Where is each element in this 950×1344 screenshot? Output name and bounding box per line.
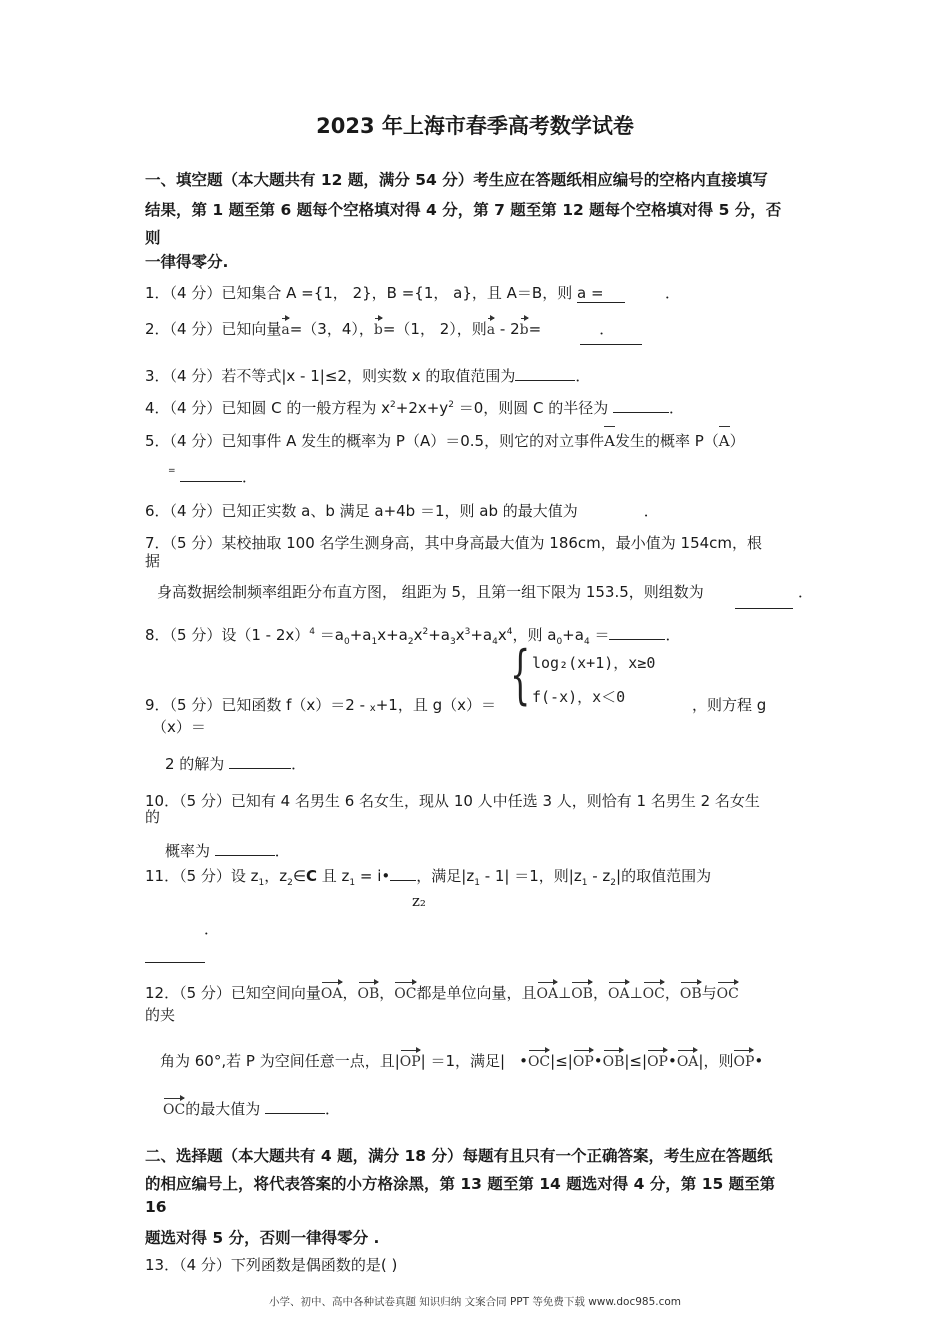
complement-event-symbol: A xyxy=(718,432,730,450)
answer-blank[interactable] xyxy=(180,467,242,482)
answer-blank[interactable] xyxy=(580,344,642,345)
answer-blank[interactable] xyxy=(265,1101,325,1114)
question-7-line2: 据 xyxy=(145,552,161,570)
vector-a: a xyxy=(487,316,495,338)
vector-op: OP xyxy=(647,1048,668,1070)
vector-ob: OB xyxy=(358,980,380,1002)
vector-a: a xyxy=(281,316,289,338)
answer-blank[interactable] xyxy=(229,756,291,769)
answer-blank[interactable]: a = xyxy=(577,284,625,303)
question-13: 13．（4 分）下列函数是偶函数的是( ) xyxy=(145,1256,398,1274)
section1-line1: 一、填空题（本大题共有 12 题，满分 54 分）考生应在答题纸相应编号的空格内直接填写 xyxy=(145,171,768,189)
vector-oa: OA xyxy=(537,980,559,1002)
question-7-line1: 7．（5 分）某校抽取 100 名学生测身高，其中身高最大值为 186cm，最小值为 154cm，根 xyxy=(145,534,763,552)
piece-row-2: f(-x)，x＜0 xyxy=(532,688,626,706)
vector-ob: OB xyxy=(680,980,702,1002)
section1-line4: 一律得零分. xyxy=(145,253,229,271)
piece-row-1: log₂(x+1)，x≥0 xyxy=(532,654,656,672)
answer-blank[interactable] xyxy=(735,608,793,609)
brace-symbol: { xyxy=(510,638,531,712)
vector-op: OP xyxy=(400,1048,421,1070)
answer-blank[interactable] xyxy=(515,362,575,381)
vector-oc: OC xyxy=(394,980,416,1002)
question-9-line2: （x）＝ xyxy=(152,718,206,736)
answer-blank[interactable] xyxy=(613,400,669,413)
question-6: 6．（4 分）已知正实数 a、b 满足 a+4b ＝1，则 ab 的最大值为 ． xyxy=(145,502,659,520)
section2-line4: 题选对得 5 分，否则一律得零分 . xyxy=(145,1229,380,1247)
vector-op: OP xyxy=(573,1048,594,1070)
vector-ob: OB xyxy=(603,1048,625,1070)
vector-b: b xyxy=(520,316,529,338)
question-11: 11．（5 分）设 $z_1$，$z_2\in C$ 且 $z_1$ = i• ，满足$|z_1 - 1| =1$，则$|z_1 - z_2|$的取值范围为 xyxy=(145,867,712,888)
question-9-line3: 2 的解为 ． xyxy=(165,755,307,773)
page-footer: 小学、初中、高中各种试卷真题 知识归纳 文案合同 PPT 等免费下载 www.doc985.com xyxy=(268,1296,682,1308)
question-12-line2: 的夹 xyxy=(145,1006,176,1024)
answer-blank[interactable] xyxy=(215,843,275,856)
vector-oa: OA xyxy=(608,980,630,1002)
question-12-line3: 角为 60°,若 P 为空间任意一点，且|OP| ＝1，满足| •OC|≤|OP•OB|≤|OP•OA|，则OP• xyxy=(160,1048,763,1071)
piecewise-function xyxy=(510,638,690,717)
question-12-line4: OC的最大值为 ． xyxy=(163,1096,340,1119)
question-4: 4．（4 分）已知圆 C 的一般方程为 $x^2+2x+y^2 =0$，则圆 C 的半径为 ． xyxy=(145,399,685,417)
question-5: 5．（4 分）已知事件 A 发生的概率为 P（A）＝0.5，则它的对立事件A发生的概率 P（A） xyxy=(145,432,745,450)
vector-ob: OB xyxy=(571,980,593,1002)
vector-oc: OC xyxy=(643,980,665,1002)
vector-oc: OC xyxy=(528,1048,550,1070)
question-10-line2: 的 xyxy=(145,808,161,826)
vector-b: b xyxy=(374,316,383,338)
section2-line2: 的相应编号上，将代表答案的小方格涂黑，第 13 题至第 14 题选对得 4 分，第 15 题至第 xyxy=(145,1175,776,1193)
page-title: 2023 年上海市春季高考数学试卷 xyxy=(316,114,634,138)
vector-oa: OA xyxy=(677,1048,699,1070)
question-10-line3: 概率为 ． xyxy=(165,842,290,860)
section2-line1: 二、选择题（本大题共有 4 题，满分 18 分）每题有且只有一个正确答案，考生应在答题纸 xyxy=(145,1147,773,1165)
question-3: 3．（4 分）若不等式|x - 1|≤2，则实数 x 的取值范围为 ． xyxy=(145,362,590,386)
question-1: 1．（4 分）已知集合 A ={1， 2}，B ={1， a}，且 A＝B，则 a = ． xyxy=(145,284,680,302)
vector-op: OP xyxy=(733,1048,754,1070)
question-7-line3: 身高数据绘制频率组距分布直方图， 组距为 5，且第一组下限为 153.5，则组数为 xyxy=(157,583,704,601)
question-9: 9．（5 分）已知函数 f（x）＝2 - x+1，且 g（x）＝ xyxy=(145,696,496,714)
question-10-line1: 10．（5 分）已知有 4 名男生 6 名女生，现从 10 人中任选 3 人，则恰有 1 名男生 2 名女生 xyxy=(145,792,760,810)
question-8: 8．（5 分）设$(1 - 2x)^4 =a_0+a_1x+a_2x^2+a_3x^3+a_4x^4$，则 $a_0+a_4$ ＝ ． xyxy=(145,626,681,647)
section1-line3: 则 xyxy=(145,229,161,247)
complement-event-symbol: A xyxy=(604,432,615,450)
question-2: 2．（4 分）已知向量a=（3，4），b=（1， 2），则a - 2b= ． xyxy=(145,316,614,339)
vector-oa: OA xyxy=(321,980,343,1002)
fraction-denominator: z₂ xyxy=(412,892,426,910)
vector-oc: OC xyxy=(717,980,739,1002)
answer-blank[interactable] xyxy=(609,627,665,640)
fraction-bar xyxy=(390,868,416,881)
section1-line2: 结果，第 1 题至第 6 题每个空格填对得 4 分，第 7 题至第 12 题每个空格填对得 5 分，否 xyxy=(145,201,782,219)
answer-blank[interactable] xyxy=(145,962,205,963)
question-5-line2: ． xyxy=(180,466,257,487)
section2-line3: 16 xyxy=(145,1198,167,1216)
vector-oc: OC xyxy=(163,1096,185,1118)
question-12: 12．（5 分）已知空间向量OA，OB，OC都是单位向量，且OA⊥OB，OA⊥OC，OB与OC xyxy=(145,980,739,1003)
